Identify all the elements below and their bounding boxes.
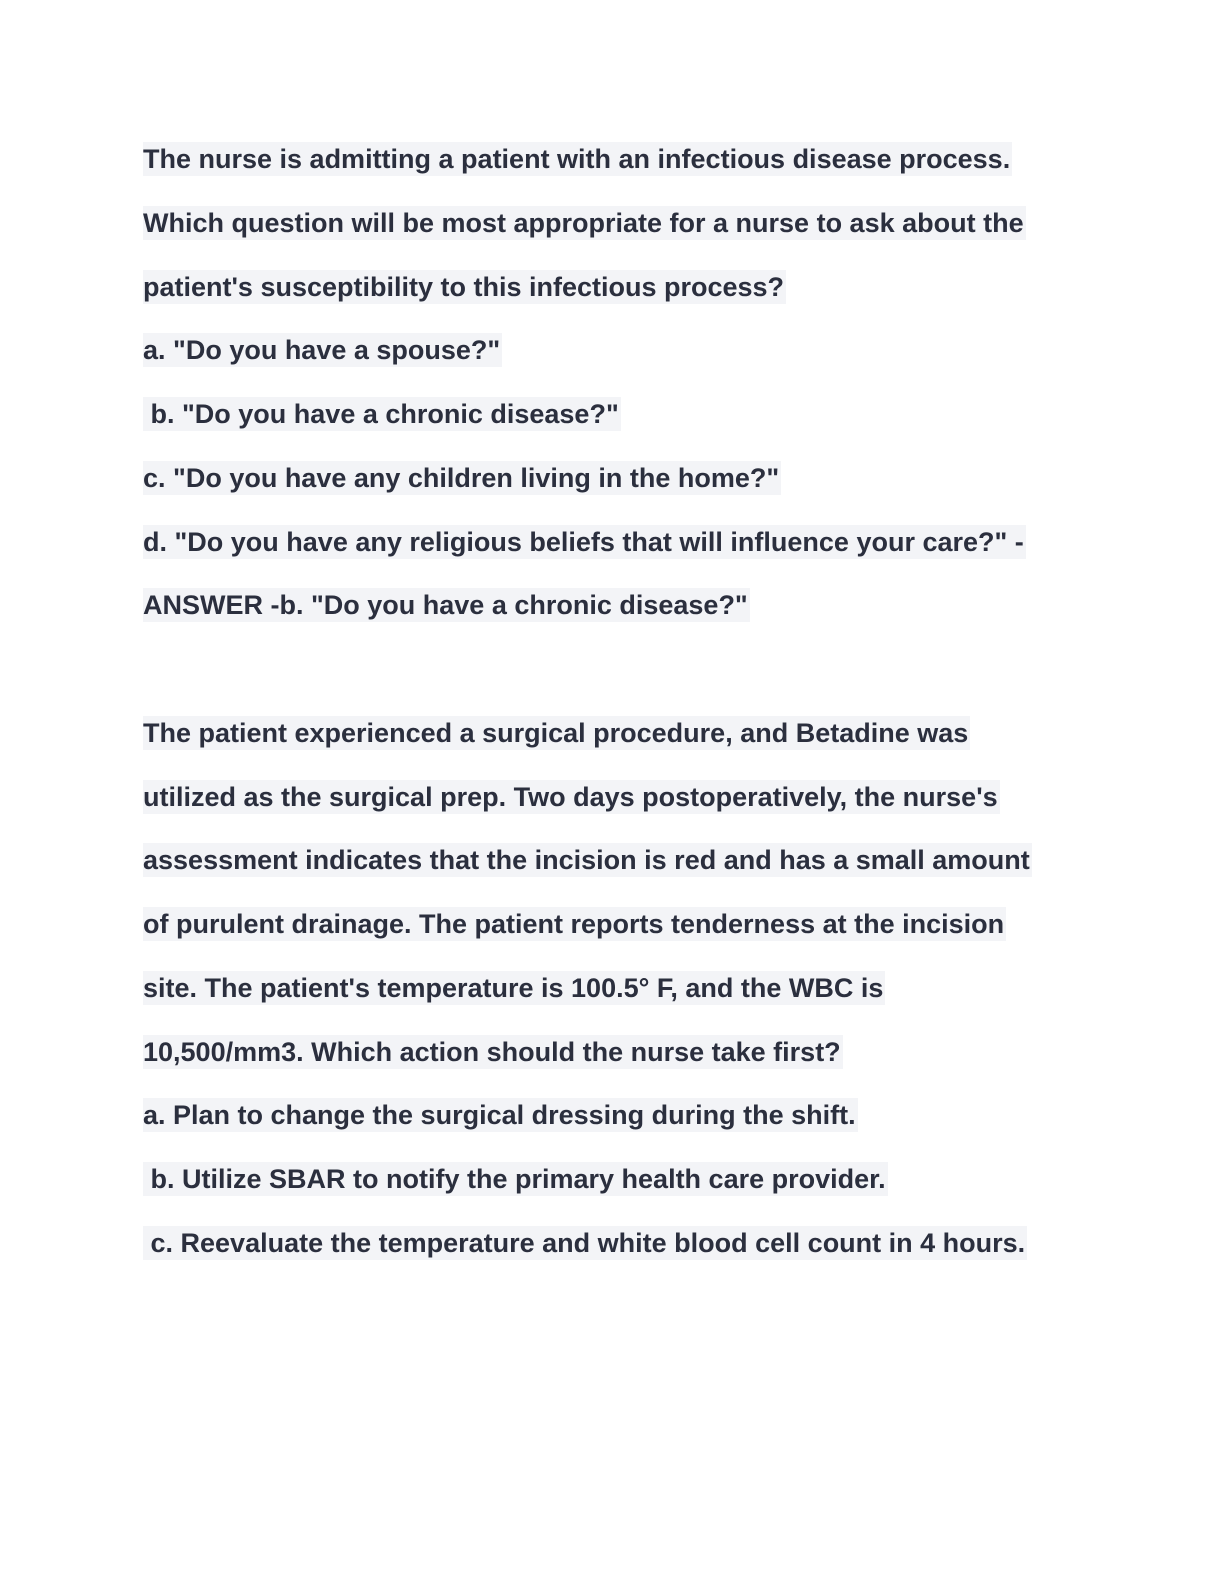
question2-option-c: c. Reevaluate the temperature and white blood cell count in 4 hours. xyxy=(143,1228,1026,1258)
question2-option-b: b. Utilize SBAR to notify the primary health care provider. xyxy=(143,1164,886,1194)
question1-answer: ANSWER -b. "Do you have a chronic disease?" xyxy=(143,590,748,620)
question2-stem-line2: utilized as the surgical prep. Two days postoperatively, the nurse's xyxy=(143,782,998,812)
question1-stem-line1: The nurse is admitting a patient with an infectious disease process. xyxy=(143,144,1011,174)
question1-option-d: d. "Do you have any religious beliefs that will influence your care?" - xyxy=(143,527,1024,557)
question2-stem-line4: of purulent drainage. The patient reports tenderness at the incision xyxy=(143,909,1005,939)
question1-stem-line2: Which question will be most appropriate for a nurse to ask about the xyxy=(143,208,1024,238)
question2-stem-line5: site. The patient's temperature is 100.5° F, and the WBC is xyxy=(143,973,884,1003)
question1-option-b: b. "Do you have a chronic disease?" xyxy=(143,399,619,429)
question1-option-a: a. "Do you have a spouse?" xyxy=(143,335,501,365)
question2-stem-line1: The patient experienced a surgical procedure, and Betadine was xyxy=(143,718,969,748)
question1-stem-line3: patient's susceptibility to this infectious process? xyxy=(143,272,785,302)
question2-stem-line6: 10,500/mm3. Which action should the nurse take first? xyxy=(143,1037,841,1067)
question2-stem-line3: assessment indicates that the incision is red and has a small amount xyxy=(143,845,1030,875)
question1-option-c: c. "Do you have any children living in the home?" xyxy=(143,463,780,493)
question2-option-a: a. Plan to change the surgical dressing during the shift. xyxy=(143,1100,856,1130)
